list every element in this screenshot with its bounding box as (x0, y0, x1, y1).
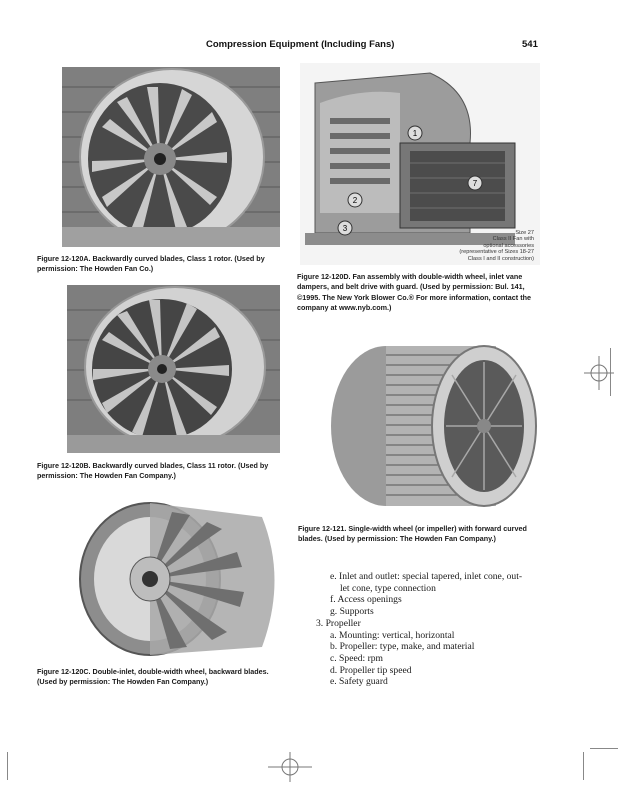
registration-mark-bottom (268, 752, 312, 782)
running-title: Compression Equipment (Including Fans) (206, 39, 395, 50)
list-item: e. Safety guard (330, 676, 388, 688)
figure-12-120a-photo (62, 67, 280, 247)
list-item: g. Supports (330, 606, 374, 618)
list-item: e. Inlet and outlet: special tapered, inlet cone, out- let cone, type connection (330, 571, 523, 594)
figure-12-120d-inset-text: Size 27 Class II Fan with optional accessories (representative of Sizes 18-27 Class I and II construction) (459, 230, 534, 262)
figure-12-120c-photo (72, 497, 282, 661)
list-item: f. Access openings (330, 594, 402, 606)
figure-12-120d-caption: Figure 12-120D. Fan assembly with double-width wheel, inlet vane dampers, and belt drive with guard. (Used by permission: Bul. 141, ©1995. The New York Blower Co.® For more information, contact the company at www.nyb.com.) (297, 272, 531, 313)
crop-mark-left (7, 752, 8, 780)
registration-mark-right (584, 356, 614, 390)
list-item: b. Propeller: type, make, and material (330, 641, 475, 653)
list-item: 3. Propeller (316, 617, 361, 629)
running-header (0, 39, 630, 55)
figure-12-120d-photo (300, 63, 540, 265)
crop-mark-right-h (590, 748, 618, 749)
crop-mark-right (583, 752, 584, 780)
list-item: c. Speed: rpm (330, 652, 384, 664)
figure-12-120b-caption: Figure 12-120B. Backwardly curved blades, Class 11 rotor. (Used by permission: The Howden Fan Company.) (37, 461, 269, 481)
page-number: 541 (522, 39, 538, 50)
figure-12-120a-caption: Figure 12-120A. Backwardly curved blades, Class 1 rotor. (Used by permission: The Howden Fan Co.) (37, 254, 265, 274)
callout-7: 7 (472, 179, 478, 188)
list-item: d. Propeller tip speed (330, 664, 412, 676)
body-list (316, 571, 546, 688)
callout-3: 1 (412, 129, 418, 138)
list-item: a. Mounting: vertical, horizontal (330, 629, 455, 641)
figure-12-121-caption: Figure 12-121. Single-width wheel (or impeller) with forward curved blades. (Used by permission: The Howden Fan Company.) (298, 524, 527, 544)
callout-1: 3 (342, 224, 348, 233)
figure-12-121-photo (316, 340, 542, 512)
figure-12-120b-photo (67, 285, 280, 453)
figure-12-120c-caption: Figure 12-120C. Double-inlet, double-width wheel, backward blades. (Used by permission: The Howden Fan Company.) (37, 667, 269, 687)
callout-2: 2 (352, 196, 358, 205)
